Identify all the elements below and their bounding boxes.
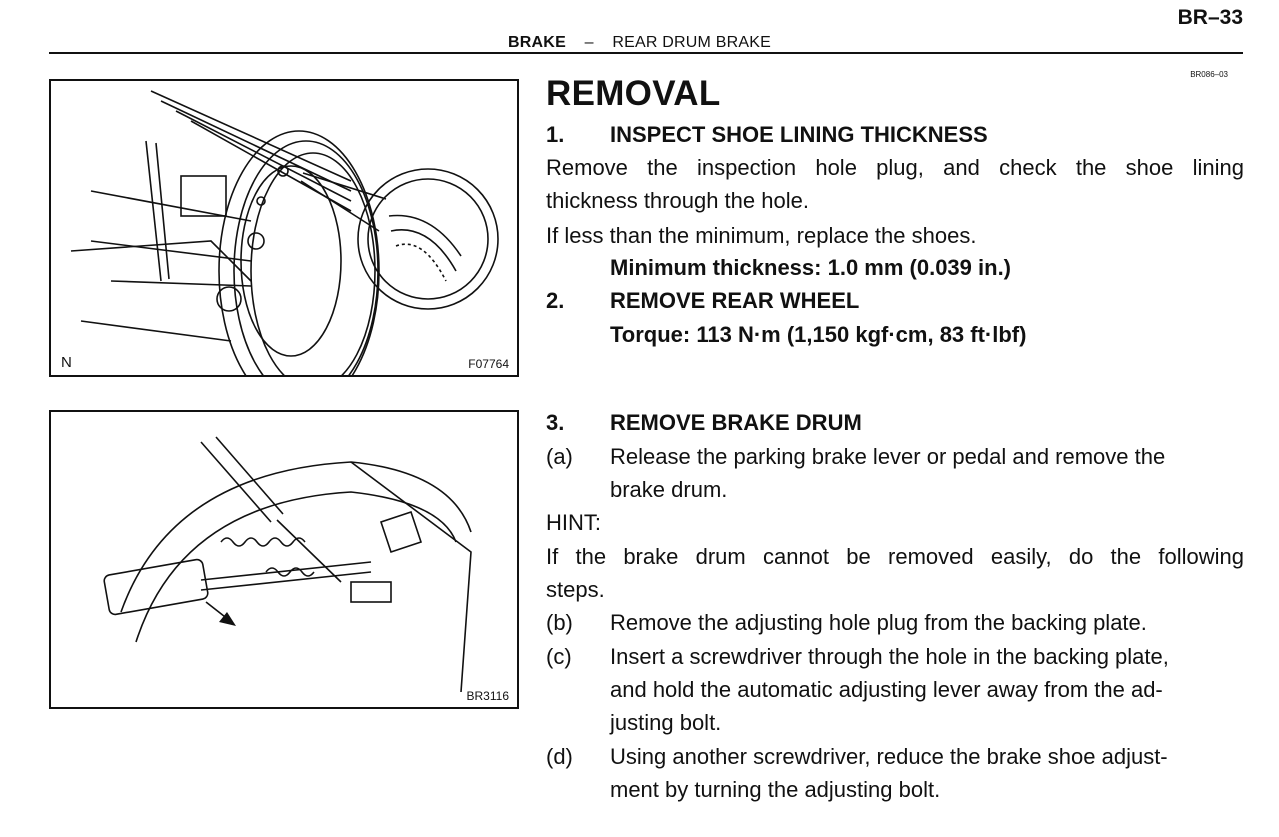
substep-a-text: brake drum. bbox=[610, 477, 728, 502]
step-1-text: If less than the minimum, replace the shoes. bbox=[546, 223, 977, 248]
step-2-spec: Torque: 113 N·m (1,150 kgf·cm, 83 ft·lbf) bbox=[610, 322, 1027, 347]
step-1-number: 1. bbox=[546, 122, 565, 147]
subsection-name: REAR DRUM BRAKE bbox=[612, 34, 771, 51]
substep-c-text: justing bolt. bbox=[610, 710, 722, 735]
substep-b-text: Remove the adjusting hole plug from the backing plate. bbox=[610, 610, 1147, 635]
substep-a-text: Release the parking brake lever or pedal and remove the bbox=[610, 444, 1166, 469]
step-2-number: 2. bbox=[546, 288, 565, 313]
substep-c-text: and hold the automatic adjusting lever away from the ad- bbox=[610, 677, 1163, 702]
figure-letter: N bbox=[61, 354, 72, 371]
screwdriver-illustration bbox=[51, 412, 519, 709]
drum-illustration bbox=[51, 81, 519, 377]
substep-d-text: Using another screwdriver, reduce the brake shoe adjust- bbox=[610, 744, 1168, 769]
page-title: REMOVAL bbox=[546, 74, 721, 113]
substep-a-label: (a) bbox=[546, 444, 573, 469]
substep-b-label: (b) bbox=[546, 610, 573, 635]
figure-adjusting bbox=[49, 410, 519, 709]
step-1-text: Remove the inspection hole plug, and check the shoe lining bbox=[546, 155, 1244, 180]
step-3-number: 3. bbox=[546, 410, 565, 435]
figure-id: BR3116 bbox=[466, 689, 509, 703]
hint-text: steps. bbox=[546, 577, 605, 602]
section-name: BRAKE bbox=[508, 34, 566, 51]
figure-id: F07764 bbox=[468, 357, 509, 371]
hint-label: HINT: bbox=[546, 510, 601, 535]
page-number: BR–33 bbox=[1177, 6, 1243, 29]
hint-text: If the brake drum cannot be removed easily, do the following bbox=[546, 544, 1244, 569]
substep-c-label: (c) bbox=[546, 644, 572, 669]
step-3-title: REMOVE BRAKE DRUM bbox=[610, 410, 862, 435]
substep-c-text: Insert a screwdriver through the hole in the backing plate, bbox=[610, 644, 1169, 669]
substep-d-text: ment by turning the adjusting bolt. bbox=[610, 777, 941, 802]
step-1-title: INSPECT SHOE LINING THICKNESS bbox=[610, 122, 988, 147]
step-1-text: thickness through the hole. bbox=[546, 188, 809, 213]
doc-code: BR086–03 bbox=[1190, 70, 1228, 79]
figure-inspection bbox=[49, 79, 519, 377]
running-head bbox=[0, 34, 1279, 52]
header-rule bbox=[49, 52, 1243, 54]
substep-d-label: (d) bbox=[546, 744, 573, 769]
header-separator: – bbox=[584, 34, 594, 51]
step-2-title: REMOVE REAR WHEEL bbox=[610, 288, 860, 313]
step-1-spec: Minimum thickness: 1.0 mm (0.039 in.) bbox=[610, 255, 1012, 280]
